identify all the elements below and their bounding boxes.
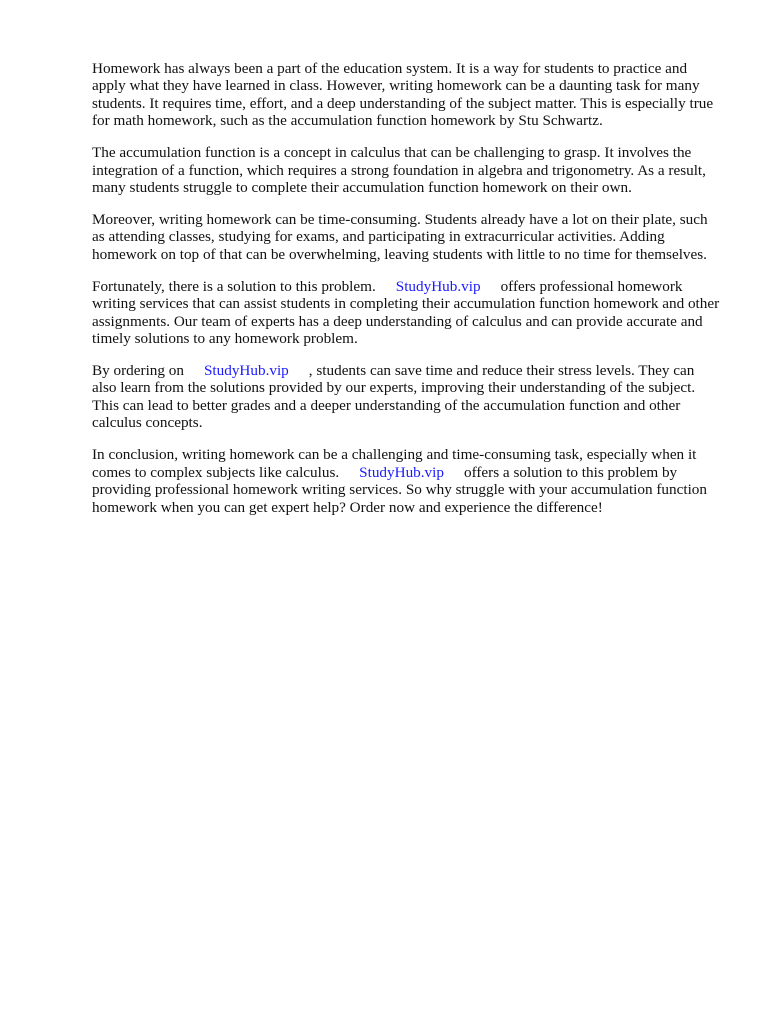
studyhub-link-3[interactable]: StudyHub.vip bbox=[359, 463, 444, 481]
paragraph-solution-rest: offers professional homework writing services that can assist students in completing their accumulation function homework and other assignments. Our team of experts has a deep understanding of calculus and can provide accurate and timely solutions to any homework problem. bbox=[92, 277, 720, 348]
document-body bbox=[92, 60, 722, 531]
studyhub-link-2[interactable]: StudyHub.vip bbox=[203, 362, 289, 380]
paragraph-intro bbox=[92, 60, 722, 130]
paragraph-ordering-lead: By ordering on bbox=[92, 362, 184, 380]
paragraph-conclusion-rest: offers a solution to this problem by providing professional homework writing services. So why struggle with your accumulation function homework when you can get expert help? Order now and experience the difference! bbox=[92, 463, 707, 516]
paragraph-time-text: Moreover, writing homework can be time-consuming. Students already have a lot on their plate, such as attending classes, studying for exams, and participating in extracurricular activities. Adding homework on top of that can be overwhelming, leaving students with little to no time for themselves. bbox=[92, 211, 708, 263]
paragraph-ordering-rest: , students can save time and reduce their stress levels. They can also learn from the solutions provided by our experts, improving their understanding of the subject. This can lead to better grades and a deeper understanding of the accumulation function and other calculus concepts. bbox=[92, 362, 696, 432]
paragraph-solution bbox=[92, 278, 722, 348]
paragraph-time bbox=[92, 211, 722, 263]
paragraph-conclusion bbox=[92, 446, 722, 516]
paragraph-intro-text: Homework has always been a part of the education system. It is a way for students to practice and apply what they have learned in class. However, writing homework can be a daunting task for many students. It requires time, effort, and a deep understanding of the subject matter. This is especially true for math homework, such as the accumulation function homework by Stu Schwartz. bbox=[92, 60, 714, 130]
studyhub-link-1[interactable]: StudyHub.vip bbox=[395, 277, 481, 295]
paragraph-ordering bbox=[92, 362, 722, 432]
paragraph-solution-lead: Fortunately, there is a solution to this problem. bbox=[92, 277, 376, 295]
paragraph-conclusion-lead: In conclusion, writing homework can be a challenging and time-consuming task, especially when it comes to complex subjects like calculus. bbox=[92, 446, 697, 481]
paragraph-accumulation-text: The accumulation function is a concept in calculus that can be challenging to grasp. It involves the integration of a function, which requires a strong foundation in algebra and trigonometry. As a result, many students struggle to complete their accumulation function homework on their own. bbox=[92, 144, 706, 197]
paragraph-accumulation bbox=[92, 144, 722, 196]
